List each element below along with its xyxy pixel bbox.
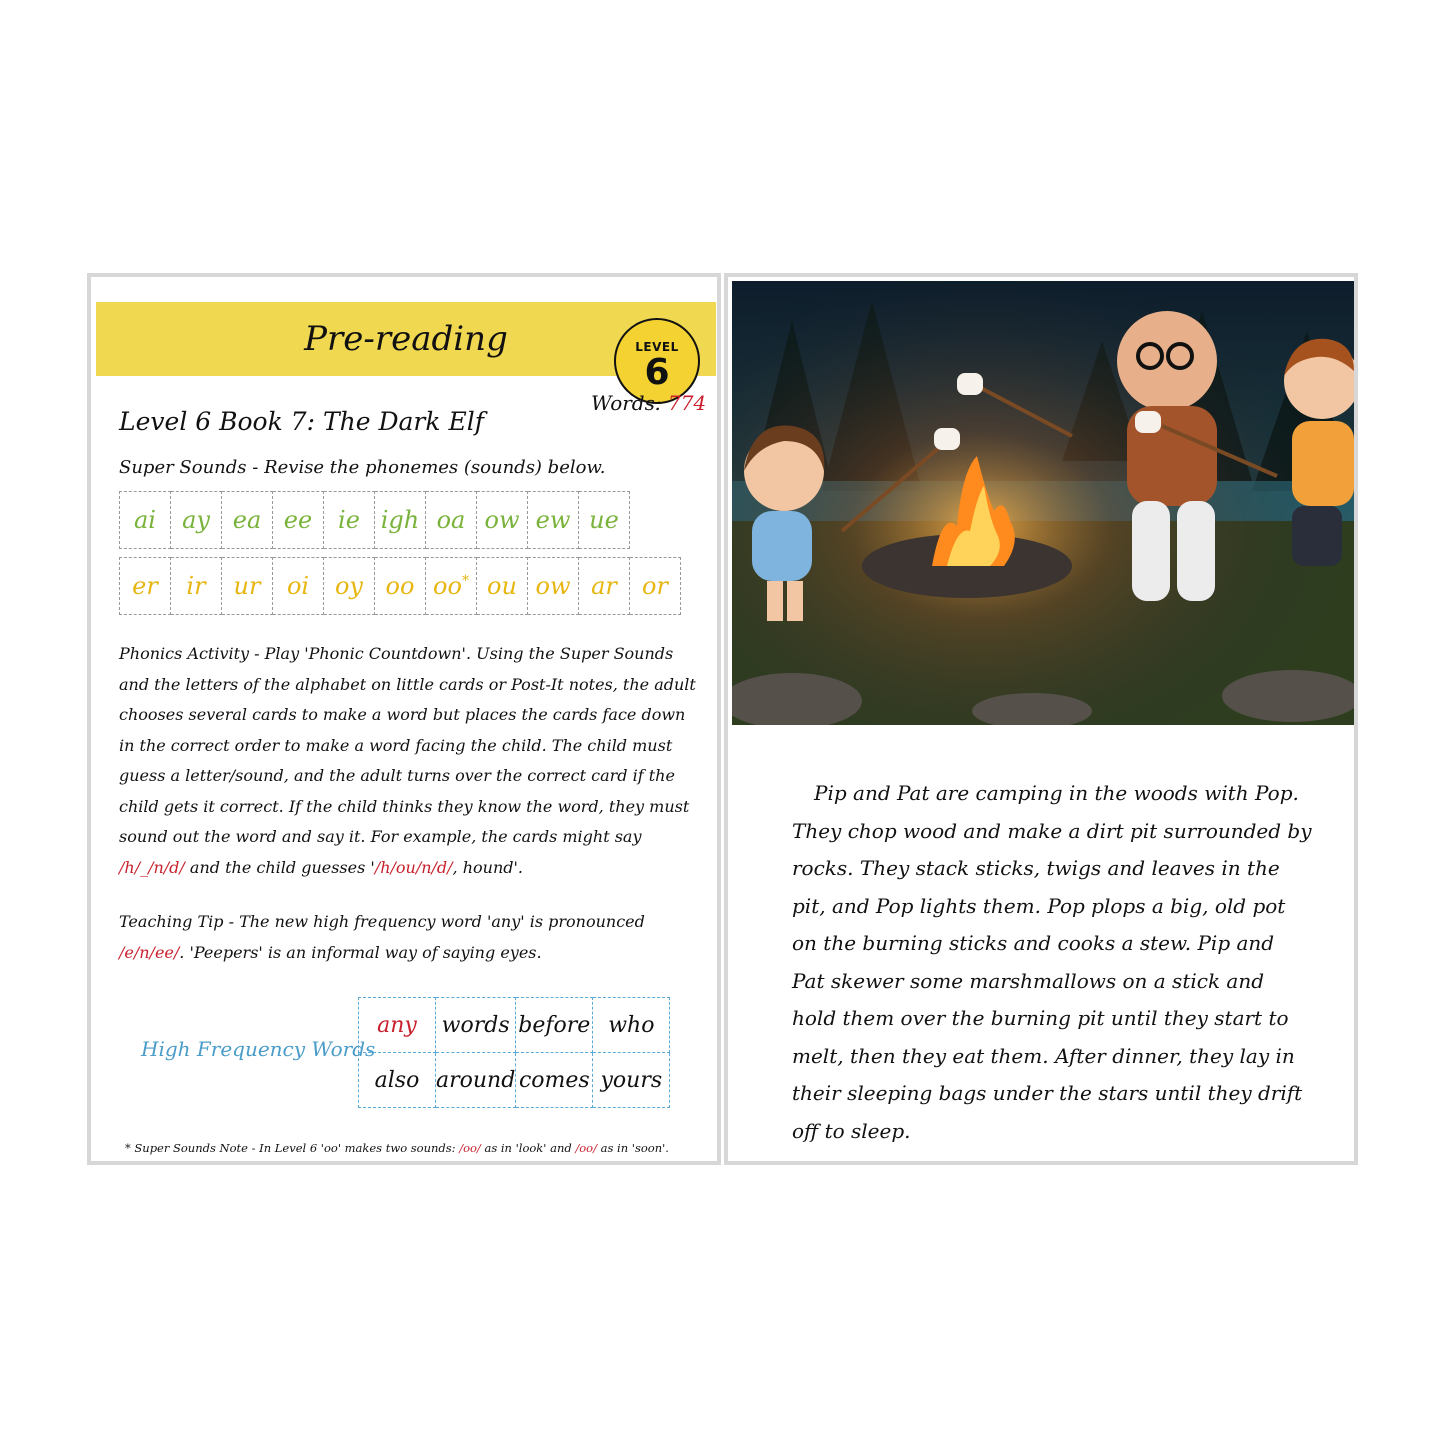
hf-word-new: any (359, 998, 436, 1053)
note-mid: as in 'look' and (484, 1141, 572, 1155)
sound-cell: ow (477, 492, 528, 549)
super-sounds-row-1 (119, 491, 630, 549)
level-label: LEVEL (635, 340, 679, 354)
teaching-tip (119, 907, 699, 968)
level-number: 6 (644, 352, 670, 393)
sound-cell-starred (426, 558, 477, 615)
sound-cell: ur (222, 558, 273, 615)
phonics-end: , hound'. (452, 857, 523, 877)
hf-word: before (516, 998, 593, 1053)
tip-end: . 'Peepers' is an informal way of saying eyes. (179, 942, 542, 962)
note-sound-1: /oo/ (459, 1141, 481, 1155)
sound-cell: er (120, 558, 171, 615)
story-page (724, 273, 1358, 1165)
sound-cell: oi (273, 558, 324, 615)
super-sounds-note (125, 1141, 669, 1155)
sound-cell: oy (324, 558, 375, 615)
sound-cell: oa (426, 492, 477, 549)
sound-cell: ay (171, 492, 222, 549)
title-banner (96, 302, 716, 393)
sound-cell: ie (324, 492, 375, 549)
words-value: 774 (667, 391, 707, 415)
phonics-activity (119, 639, 699, 883)
sound-text: oo (433, 572, 462, 600)
hf-word: comes (516, 1053, 593, 1108)
note-sound-2: /oo/ (575, 1141, 597, 1155)
phonics-example-1: /h/_/n/d/ (119, 857, 185, 877)
super-sounds-row-2 (119, 557, 681, 615)
sound-cell: igh (375, 492, 426, 549)
hf-word: who (593, 998, 670, 1053)
note-end: as in 'soon'. (600, 1141, 669, 1155)
sound-cell: ar (579, 558, 630, 615)
note-star: * (461, 573, 469, 589)
hf-word: around (436, 1053, 516, 1108)
note-start: * Super Sounds Note - In Level 6 'oo' makes two sounds: (125, 1141, 456, 1155)
hf-word: also (359, 1053, 436, 1108)
story-text: Pip and Pat are camping in the woods with Pop. They chop wood and make a dirt pit surrounded by rocks. They stack sticks, twigs and leaves in the pit, and Pop lights them. Pop plops a big, old pot on the burning sticks and cooks a stew. Pip and Pat skewer some marshmallows on a stick and hold them over the burning pit until they start to melt, then they eat them. After dinner, they lay in their sleeping bags under the stars until they drift off to sleep. (792, 781, 1312, 1143)
sound-cell: ai (120, 492, 171, 549)
sound-cell: ir (171, 558, 222, 615)
high-frequency-label: High Frequency Words (141, 1037, 376, 1061)
sound-cell: ow (528, 558, 579, 615)
words-label: Words: (591, 391, 662, 415)
pre-reading-page (87, 273, 721, 1165)
phonics-example-2: /h/ou/n/d/ (374, 857, 453, 877)
sound-cell: ue (579, 492, 630, 549)
phonics-mid: and the child guesses ' (189, 857, 375, 877)
high-frequency-words-table (358, 997, 670, 1108)
sound-cell: ea (222, 492, 273, 549)
sound-cell: or (630, 558, 681, 615)
sound-cell: oo (375, 558, 426, 615)
hf-word: yours (593, 1053, 670, 1108)
sound-cell: ew (528, 492, 579, 549)
campfire-illustration (732, 281, 1354, 725)
phonics-text: Phonics Activity - Play 'Phonic Countdown'. Using the Super Sounds and the letters of the alphabet on little cards or Post-It notes, the adult chooses several cards to make a word but places the cards face down in the correct order to make a word facing the child. The child must guess a letter/sound, and the adult turns over the correct card if the child gets it correct. If the child thinks they know the word, they must sound out the word and say it. For example, the cards might say (119, 644, 696, 846)
banner-title: Pre-reading (304, 319, 508, 359)
sound-cell: ou (477, 558, 528, 615)
word-count (591, 391, 706, 415)
grandpa-character (1117, 311, 1217, 601)
sound-cell: ee (273, 492, 324, 549)
book-title: Level 6 Book 7: The Dark Elf (119, 407, 484, 436)
super-sounds-intro: Super Sounds - Revise the phonemes (sounds) below. (119, 457, 606, 478)
hf-word: words (436, 998, 516, 1053)
tip-text: Teaching Tip - The new high frequency word 'any' is pronounced (119, 912, 645, 931)
tip-pronunciation: /e/n/ee/ (119, 942, 180, 962)
fire-glow (732, 281, 1354, 725)
